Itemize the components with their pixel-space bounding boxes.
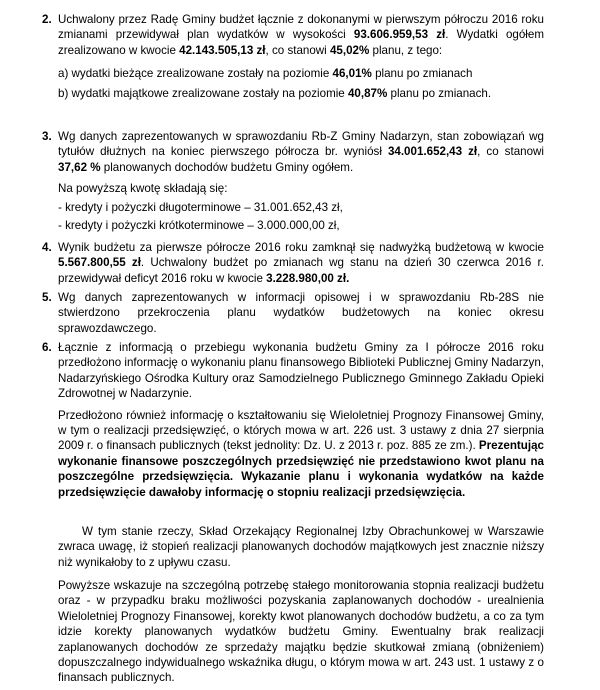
sub-item-b bbox=[58, 86, 544, 101]
list-item-3 bbox=[42, 129, 544, 233]
item-paragraph bbox=[58, 240, 544, 286]
amount-plan: 93.606.959,53 zł bbox=[353, 28, 446, 42]
list-item-4 bbox=[42, 240, 544, 286]
amount-liabilities: 34.001.652,43 zł bbox=[387, 145, 478, 159]
item-number: 3. bbox=[42, 130, 52, 143]
percent-capital: 40,87% bbox=[347, 86, 388, 100]
item-number: 2. bbox=[42, 13, 52, 26]
item-paragraph bbox=[58, 129, 544, 175]
amount-deficit: 3.228.980,00 zł. bbox=[266, 271, 350, 285]
text-run: planu, z tego: bbox=[369, 43, 443, 57]
liabilities-intro: Na powyższą kwotę składają się: bbox=[58, 182, 228, 196]
text-run: planu po zmianach bbox=[371, 67, 473, 81]
liability-line: - kredyty i pożyczki krótkoterminowe – 3.000.000,00 zł, bbox=[58, 219, 340, 233]
liability-line: - kredyty i pożyczki długoterminowe – 31.001.652,43 zł, bbox=[58, 200, 343, 214]
text-run: planu po zmianach. bbox=[387, 86, 492, 100]
percent-current: 46,01% bbox=[332, 67, 372, 81]
text-run: . Uchwalony budżet po zmianach wg stanu na dzień 30 czerwca 2016 r. przewidywał deficyt 2016 roku w kwocie bbox=[58, 256, 544, 285]
list-item-6 bbox=[42, 340, 544, 500]
percent-realized: 45,02% bbox=[329, 43, 370, 57]
closing-paragraph-2 bbox=[58, 578, 544, 686]
text-run: Wg danych zaprezentowanych w sprawozdaniu Rb-Z Gminy Nadarzyn, stan zobowiązań wg tytułów dłużnych na koniec pierwszego półrocza br. wyniósł bbox=[58, 130, 544, 159]
sub-item-a bbox=[58, 66, 544, 81]
text-run: Uchwalony przez Radę Gminy budżet łącznie z dokonanymi w pierwszym półroczu 2016 roku zmianami przewidywał plan wydatków w wysokości bbox=[58, 13, 544, 42]
item-paragraph: Łącznie z informacją o przebiegu wykonania budżetu Gminy za I półrocze 2016 roku przedłożono informację o wykonaniu planu finansowego Biblioteki Publicznej Gminy Nadarzyn, Nadarzyńskiego Ośrodka Kultury oraz Samodzielnego Publicznego Gminnego Zakładu Opieki Zdrowotnej w Nadarzynie. bbox=[58, 341, 544, 401]
text-run: b) wydatki majątkowe zrealizowane zostały na poziomie bbox=[58, 86, 348, 100]
item-number: 6. bbox=[42, 341, 52, 354]
item-paragraph bbox=[58, 408, 544, 500]
percent-liabilities: 37,62 % bbox=[58, 160, 101, 174]
closing-text: Powyższe wskazuje na szczególną potrzebę stałego monitorowania stopnia realizacji budżetu oraz - w przypadku braku możliwości pozyskania zaplanowanych dochodów - urealnienia Wieloletniej Prognozy Finansowej, korekty kwot planowanych dochodów budżetu, a co za tym idzie korekty planowanych wydatków budżetu Gminy. Ewentualny brak realizacji zaplanowanych dochodów ze sprzedaży majątku będzie skutkował zmianą (obniżeniem) dopuszczalnego indywidualnego wskaźnika długu, o którym mowa w art. 243 ust. 1 ustawy z o finansach publicznych. bbox=[58, 579, 544, 685]
text-run: Wynik budżetu za pierwsze półrocze 2016 roku zamknął się nadwyżką budżetową w kwocie bbox=[58, 241, 544, 254]
amount-surplus: 5.567.800,55 zł bbox=[58, 256, 141, 270]
item-number: 4. bbox=[42, 241, 52, 254]
text-run: planowanych dochodów budżetu Gminy ogółem. bbox=[100, 160, 354, 174]
closing-paragraph-1 bbox=[58, 524, 544, 570]
list-item-2 bbox=[42, 12, 544, 101]
item-number: 5. bbox=[42, 291, 52, 304]
text-run: , co stanowi bbox=[477, 145, 544, 159]
text-run: a) wydatki bieżące zrealizowane zostały na poziomie bbox=[58, 67, 333, 81]
bold-finding: Prezentując wykonanie finansowe poszczególnych przedsięwzięć nie przedstawiono kwot planu na poszczególne przedsięwzięcia. Wykazanie planu i wykonania wydatków na każde przedsięwzięcie dawałoby informację o stopniu realizacji przedsięwzięcia. bbox=[58, 439, 544, 499]
amount-realized: 42.143.505,13 zł bbox=[179, 43, 266, 57]
closing-text: W tym stanie rzeczy, Skład Orzekający Regionalnej Izby Obrachunkowej w Warszawie zwraca uwagę, iż stopień realizacji planowanych dochodów majątkowych jest znacznie niższy niż wynikałoby to z upływu czasu. bbox=[58, 525, 544, 569]
text-run: . Wydatki ogółem zrealizowano w kwocie bbox=[58, 28, 544, 57]
text-run: Przedłożono również informację o kształtowaniu się Wieloletniej Prognozy Finansowej Gminy, w tym o realizacji przedsięwzięć, o których mowa w art. 226 ust. 3 ustawy z dnia 27 sierpnia 2009 r. o finansach publicznych (tekst jednolity: Dz. U. z 2013 r. poz. 885 ze zm.). bbox=[58, 408, 544, 453]
text-run: , co stanowi bbox=[265, 43, 330, 57]
list-item-5 bbox=[42, 290, 544, 336]
item-paragraph bbox=[58, 12, 544, 58]
item-paragraph: Wg danych zaprezentowanych w informacji opisowej i w sprawozdaniu Rb-28S nie stwierdzono przekroczenia planu wydatków budżetowych na koniec okresu sprawozdawczego. bbox=[58, 291, 544, 335]
